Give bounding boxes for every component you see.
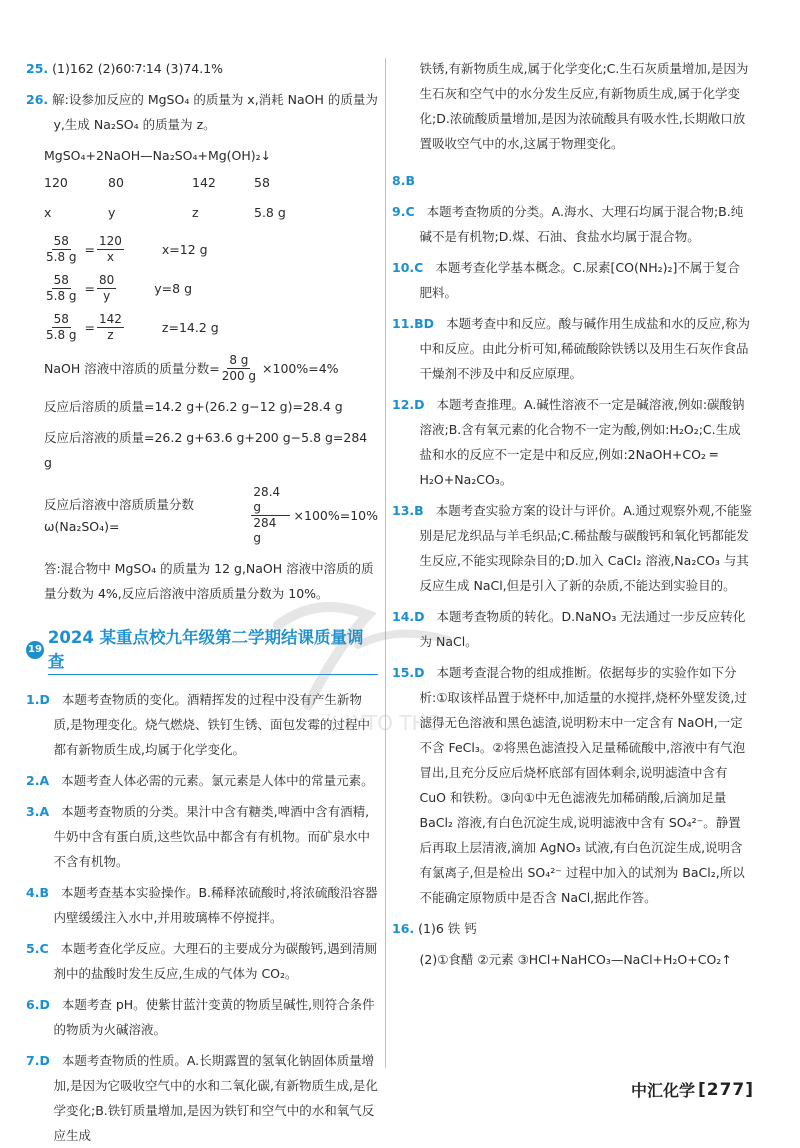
q7: 7.D 本题考查物质的性质。A.长期露置的氢氧化钠固体质量增加,是因为它吸收空气中的水和二氧化碳,有新物质生成,是化学变化;B.铁钉质量增加,是因为铁钉和空气中的水和氧气反应生成 (26, 1053, 378, 1143)
mass-mgso4: 120 (44, 175, 68, 190)
p1-bottom-right: x (106, 250, 114, 264)
p2-result: y=8 g (154, 280, 193, 296)
var-y: y (108, 205, 116, 220)
p3-top-left: 58 (53, 312, 69, 326)
q26-molar-masses (44, 168, 378, 198)
q26-intro (26, 87, 378, 137)
q10: 10.C 本题考查化学基本概念。C.尿素[CO(NH₂)₂]不属于复合肥料。 (392, 260, 740, 300)
q13-answer: B (414, 503, 424, 518)
proportion-2 (44, 273, 378, 304)
q10-answer: C (414, 260, 424, 275)
q4-answer: B (39, 885, 49, 900)
mass-naoh: 80 (108, 175, 124, 190)
var-z: z (192, 205, 199, 220)
q7-continued: 铁锈,有新物质生成,属于化学变化;C.生石灰质量增加,是因为生石灰和空气中的水分发生反应,有新物质生成,属于化学变化;D.浓硫酸质量增加,是因为浓硫酸具有吸水性,长期敞口放置吸收空气中的水,这属于物理变化。 (419, 61, 749, 151)
q3-answer: A (39, 804, 50, 819)
p2-bottom-left: 5.8 g (46, 289, 77, 303)
p1-eq: = (84, 241, 95, 257)
p2-eq: = (84, 280, 95, 296)
q16-part2: (2)①食醋 ②元素 ③HCl+NaHCO₃—NaCl+H₂O+CO₂↑ (419, 952, 732, 967)
section-number-badge: 19 (26, 641, 44, 659)
q26-number: 26. (26, 92, 49, 107)
q16-part1: 16. (1)6 铁 钙 (392, 921, 477, 936)
page-footer (631, 1078, 754, 1101)
q2-answer: A (39, 773, 50, 788)
p2-top-left: 58 (53, 273, 69, 287)
q14: 14.D 本题考查物质的转化。D.NaNO₃ 无法通过一步反应转化为 NaCl。 (392, 609, 746, 649)
p3-result: z=14.2 g (161, 319, 219, 335)
proportion-3 (44, 312, 378, 343)
q9-answer: C (405, 204, 415, 219)
q26-variables (44, 198, 378, 228)
q11: 11.BD 本题考查中和反应。酸与碱作用生成盐和水的反应,称为中和反应。由此分析可知,稀硫酸除铁锈以及用生石灰作食品干燥剂不涉及中和反应原理。 (392, 316, 751, 381)
column-divider (385, 58, 386, 1068)
q15: 15.D 本题考查混合物的组成推断。依据每步的实验作如下分析:①取该样品置于烧杯中,加适量的水搅拌,烧杯外壁发烫,过滤得无色溶液和黑色滤渣,说明粉末中一定含有 NaOH,一定不含 FeCl₃。②将黑色滤渣投入足量稀硫酸中,溶液中有气泡冒出,且充分反应后烧杯底部有固体剩余,说明滤渣中含有 CuO 和铁粉。③向①中无色滤液先加稀硝酸,后滴加足量 BaCl₂ 溶液,有白色沉淀生成,说明滤液中含有 SO₄²⁻。静置后再取上层清液,滴加 AgNO₃ 试液,有白色沉淀生成,说明含有氯离子,但是检出 SO₄²⁻ 过程中加入的试剂为 BaCl₂,所以不能确定原物质中是否含 NaCl,据此作答。 (392, 665, 747, 905)
p3-eq: = (84, 319, 95, 335)
frac-top: 28.4 g (251, 485, 289, 516)
p1-bottom-left: 5.8 g (46, 250, 77, 264)
solution-mass-line: 反应后溶液的质量=26.2 g+63.6 g+200 g−5.8 g=284 g (44, 430, 368, 470)
q6-answer: D (39, 997, 50, 1012)
q4: 4.B 本题考查基本实验操作。B.稀释浓硫酸时,将浓硫酸沿容器内壁缓缓注入水中,并用玻璃棒不停搅拌。 (26, 885, 378, 925)
q26-intro-text: 解:设参加反应的 MgSO₄ 的质量为 x,消耗 NaOH 的质量为 y,生成 Na₂SO₄ 的质量为 z。 (52, 92, 378, 132)
frac-bottom: 284 g (253, 516, 277, 545)
var-precipitate: 5.8 g (254, 205, 286, 220)
final-fraction-line (44, 485, 378, 546)
solute-mass-line: 反应后溶质的质量=14.2 g+(26.2 g−12 g)=28.4 g (44, 399, 343, 414)
frac-suffix: ×100%=10% (293, 507, 378, 523)
q11-answer: BD (414, 316, 435, 331)
frac-prefix: 反应后溶液中溶质质量分数 ω(Na₂SO₄)= (44, 496, 195, 534)
section-heading (26, 624, 378, 675)
p2-bottom-right: y (103, 289, 111, 303)
q6: 6.D 本题考查 pH。使紫甘蓝汁变黄的物质呈碱性,则符合条件的物质为火碱溶液。 (26, 997, 375, 1037)
q5-answer: C (39, 941, 49, 956)
mass-na2so4: 142 (192, 175, 216, 190)
q26-answer: 答:混合物中 MgSO₄ 的质量为 12 g,NaOH 溶液中溶质的质量分数为 4%,反应后溶液中溶质质量分数为 10%。 (44, 561, 374, 601)
brand-name: 中汇化学 (630, 1081, 695, 1100)
q13: 13.B 本题考查实验方案的设计与评价。A.通过观察外观,不能鉴别是尼龙织品与羊毛织品;C.稀盐酸与碳酸钙和氧化钙都能发生反应,不能实现除杂目的;D.加入 CaCl₂ 溶液,Na₂CO₃ 与其反应生成 NaCl,但是引入了新的杂质,不能达到实验目的。 (392, 503, 752, 593)
watermark-text: 飞 LYTO THO (318, 711, 443, 735)
q1: 1.D 本题考查物质的变化。酒精挥发的过程中没有产生新物质,是物理变化。烧气燃烧、铁钉生锈、面包发霉的过程中都有新物质生成,均属于化学变化。 (26, 692, 370, 757)
q25 (26, 56, 378, 81)
naoh-top: 8 g (229, 353, 249, 367)
q7-answer: D (39, 1053, 50, 1068)
left-column (26, 56, 378, 1148)
p1-top-right: 120 (99, 234, 122, 248)
section-title: 2024 某重点校九年级第二学期结课质量调查 (48, 624, 378, 675)
q25-number: 25. (26, 61, 49, 76)
p3-bottom-left: 5.8 g (46, 328, 77, 342)
q9: 9.C 本题考查物质的分类。A.海水、大理石均属于混合物;B.纯碱不是有机物;D.煤、石油、食盐水均属于混合物。 (392, 204, 744, 244)
p1-result: x=12 g (161, 241, 208, 257)
naoh-prefix: NaOH 溶液中溶质的质量分数= (44, 360, 220, 376)
q12-answer: D (414, 397, 425, 412)
q8-answer: B (405, 173, 415, 188)
q26-equation: MgSO₄+2NaOH—Na₂SO₄+Mg(OH)₂↓ (44, 148, 272, 163)
right-column (392, 56, 752, 972)
p2-top-right: 80 (99, 273, 115, 287)
proportion-1 (44, 234, 378, 265)
var-x: x (44, 205, 52, 220)
q1-answer: D (39, 692, 50, 707)
p3-bottom-right: z (107, 328, 114, 342)
naoh-fraction-line (44, 353, 378, 384)
page-number: [277] (697, 1079, 754, 1100)
p3-top-right: 142 (99, 312, 122, 326)
q12: 12.D 本题考查推理。A.碱性溶液不一定是碱溶液,例如:碳酸钠溶液;B.含有氧元素的化合物不一定为酸,例如:H₂O₂;C.生成盐和水的反应不一定是中和反应,例如:2NaOH+CO₂ ═ H₂O+Na₂CO₃。 (392, 397, 745, 487)
q3: 3.A 本题考查物质的分类。果汁中含有糖类,啤酒中含有酒精,牛奶中含有蛋白质,这些饮品中都含有有机物。而矿泉水中不含有机物。 (26, 804, 370, 869)
q5: 5.C 本题考查化学反应。大理石的主要成分为碳酸钙,遇到清厕剂中的盐酸时发生反应,生成的气体为 CO₂。 (26, 941, 378, 981)
naoh-bottom: 200 g (221, 369, 257, 383)
mass-mgoh2: 58 (254, 175, 270, 190)
naoh-suffix: ×100%=4% (262, 360, 339, 376)
q15-answer: D (414, 665, 425, 680)
q2: 2.A 本题考查人体必需的元素。氯元素是人体中的常量元素。 (26, 773, 374, 788)
q25-text: (1)162 (2)60∶7∶14 (3)74.1% (52, 61, 224, 76)
q8: 8.B (392, 173, 415, 188)
q14-answer: D (414, 609, 425, 624)
p1-top-left: 58 (53, 234, 69, 248)
